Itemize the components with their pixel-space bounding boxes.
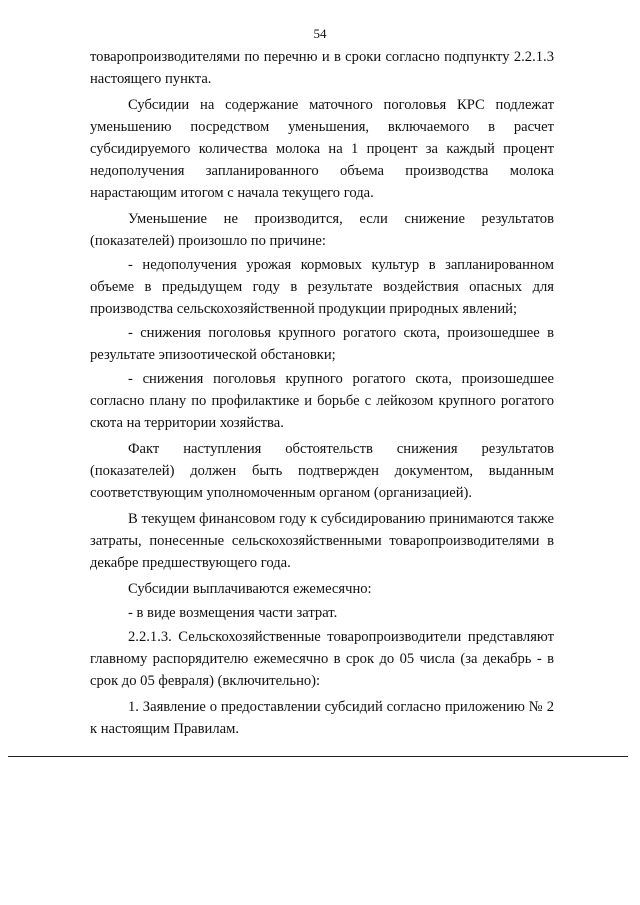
page-number: 54 xyxy=(313,26,327,41)
document-body xyxy=(90,46,554,740)
footer-divider xyxy=(8,756,628,757)
paragraph-continuation: товаропроизводителями по перечню и в сроки согласно подпункту 2.2.1.3 настоящего пункта. xyxy=(90,49,554,87)
list-item-crop-shortfall: - недополучения урожая кормовых культур в запланированном объеме в предыдущем году в результате воздействия опасных для производства сельскохозяйственной продукции природных явлений; xyxy=(90,257,554,317)
paragraph-confirmation-document: Факт наступления обстоятельств снижения результатов (показателей) должен быть подтвержден документом, выданным соответствующим уполномоченным органом (организацией). xyxy=(90,441,554,501)
list-item-epizootic: - снижения поголовья крупного рогатого скота, произошедшее в результате эпизоотической обстановки; xyxy=(90,325,554,363)
paragraph-reduction-exceptions: Уменьшение не производится, если снижение результатов (показателей) произошло по причине: xyxy=(90,211,554,249)
list-item-application: 1. Заявление о предоставлении субсидий согласно приложению № 2 к настоящим Правилам. xyxy=(90,699,554,737)
paragraph-monthly-payment: Субсидии выплачиваются ежемесячно: xyxy=(128,581,372,597)
paragraph-section-2-2-1-3: 2.2.1.3. Сельскохозяйственные товаропроизводители представляют главному распорядителю ежемесячно в срок до 05 числа (за декабрь - в срок до 05 февраля) (включительно): xyxy=(90,629,554,689)
list-item-cost-reimbursement: - в виде возмещения части затрат. xyxy=(128,605,338,621)
paragraph-december-costs: В текущем финансовом году к субсидированию принимаются также затраты, понесенные сельскохозяйственными товаропроизводителями в декабре предшествующего года. xyxy=(90,511,554,571)
paragraph-subsidy-reduction: Субсидии на содержание маточного поголовья КРС подлежат уменьшению посредством уменьшения, включаемого в расчет субсидируемого количества молока на 1 процент за каждый процент недополучения запланированного объема производства молока нарастающим итогом с начала текущего года. xyxy=(90,97,554,201)
list-item-leukosis-plan: - снижения поголовья крупного рогатого скота, произошедшее согласно плану по профилактике и борьбе с лейкозом крупного рогатого скота на территории хозяйства. xyxy=(90,371,554,431)
